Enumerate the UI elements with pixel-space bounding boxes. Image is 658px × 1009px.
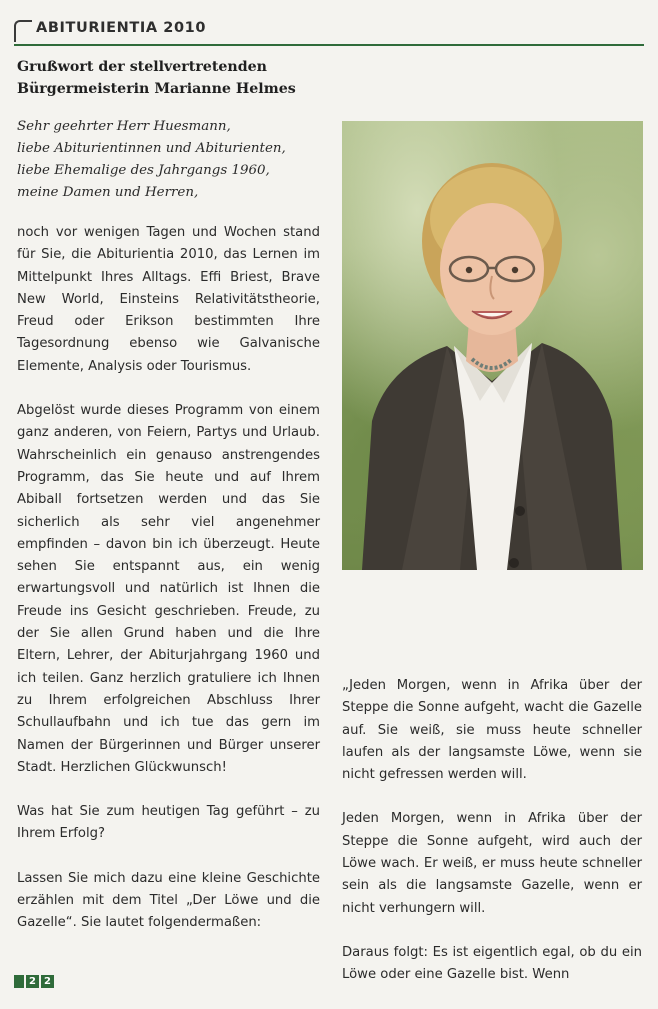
page-digit: 2 [41,975,54,988]
body-paragraph: Abgelöst wurde dieses Programm von einem ganz anderen, von Feiern, Partys und Urlaub. Wahrscheinlich ein genauso anstrengendes Programm, das Sie heute und auf Ihrem Abiball fortsetzen werden und das Sie sicherlich als sehr viel angenehmer empfinden – davon bin ich überzeugt. Heute sehen Sie entspannt aus, ein wenig erwartungsvoll und natürlich ist Ihnen die Freude ins Gesicht geschrieben. Freude, zu der Sie allen Grund haben und die Ihre Eltern, Lehrer, der Abiturjahrgang 1960 und ich teilen. Ganz herzlich gratuliere ich Ihnen zu Ihrem erfolgreichen Abschluss Ihrer Schullaufbahn und ich tue das gern im Namen der Bürgerinnen und Bürger unserer Stadt. Herzlichen Glückwunsch! [17,403,320,775]
story-paragraph: „Jeden Morgen, wenn in Afrika über der Steppe die Sonne aufgeht, wacht die Gazelle auf. Sie weiß, sie muss heute schneller laufen als der langsamste Löwe, wenn sie nicht gefressen werden will. [342,678,642,783]
salutation [17,116,320,204]
salutation-line: meine Damen und Herren, [17,185,199,200]
body-paragraph: noch vor wenigen Tagen und Wochen stand für Sie, die Abiturientia 2010, das Lernen im Mittelpunkt Ihres Alltags. Effi Briest, Brave New World, Einsteins Relativitätstheorie, Freud oder Erikson bestimmten Ihre Tagesordnung ebenso wie Galvanische Elemente, Analysis oder Tourismus. [17,225,320,374]
story-paragraph: Daraus folgt: Es ist eigentlich egal, ob du ein Löwe oder eine Gazelle bist. Wenn [342,944,642,983]
article-heading: Grußwort der stellvertretenden Bürgermeisterin Marianne Helmes [17,59,296,97]
body-paragraph: Was hat Sie zum heutigen Tag geführt – zu Ihrem Erfolg? [17,804,320,842]
body-paragraph: Lassen Sie mich dazu eine kleine Geschichte erzählen mit dem Titel „Der Löwe und die Gazelle“. Sie lautet folgendermaßen: [17,870,320,931]
header-bracket-ornament [14,20,32,42]
right-column [342,675,642,1009]
left-column [17,56,320,957]
portrait-illustration [342,121,643,570]
salutation-line: liebe Ehemalige des Jahrgangs 1960, [17,163,270,178]
header-rule [14,44,644,46]
page-header [14,14,644,48]
page-number [14,974,54,988]
running-title: ABITURIENTIA 2010 [36,20,207,36]
story-paragraph: Jeden Morgen, wenn in Afrika über der Steppe die Sonne aufgeht, wird auch der Löwe wach. Er weiß, er muss heute schneller sein als die langsamste Gazelle, wenn er nicht verhungern will. [342,811,642,916]
portrait-photo [342,121,643,570]
page-digit: 2 [26,975,39,988]
salutation-line: liebe Abiturientinnen und Abiturienten, [17,141,286,156]
salutation-line: Sehr geehrter Herr Huesmann, [17,119,231,134]
folio-bar [14,975,24,988]
